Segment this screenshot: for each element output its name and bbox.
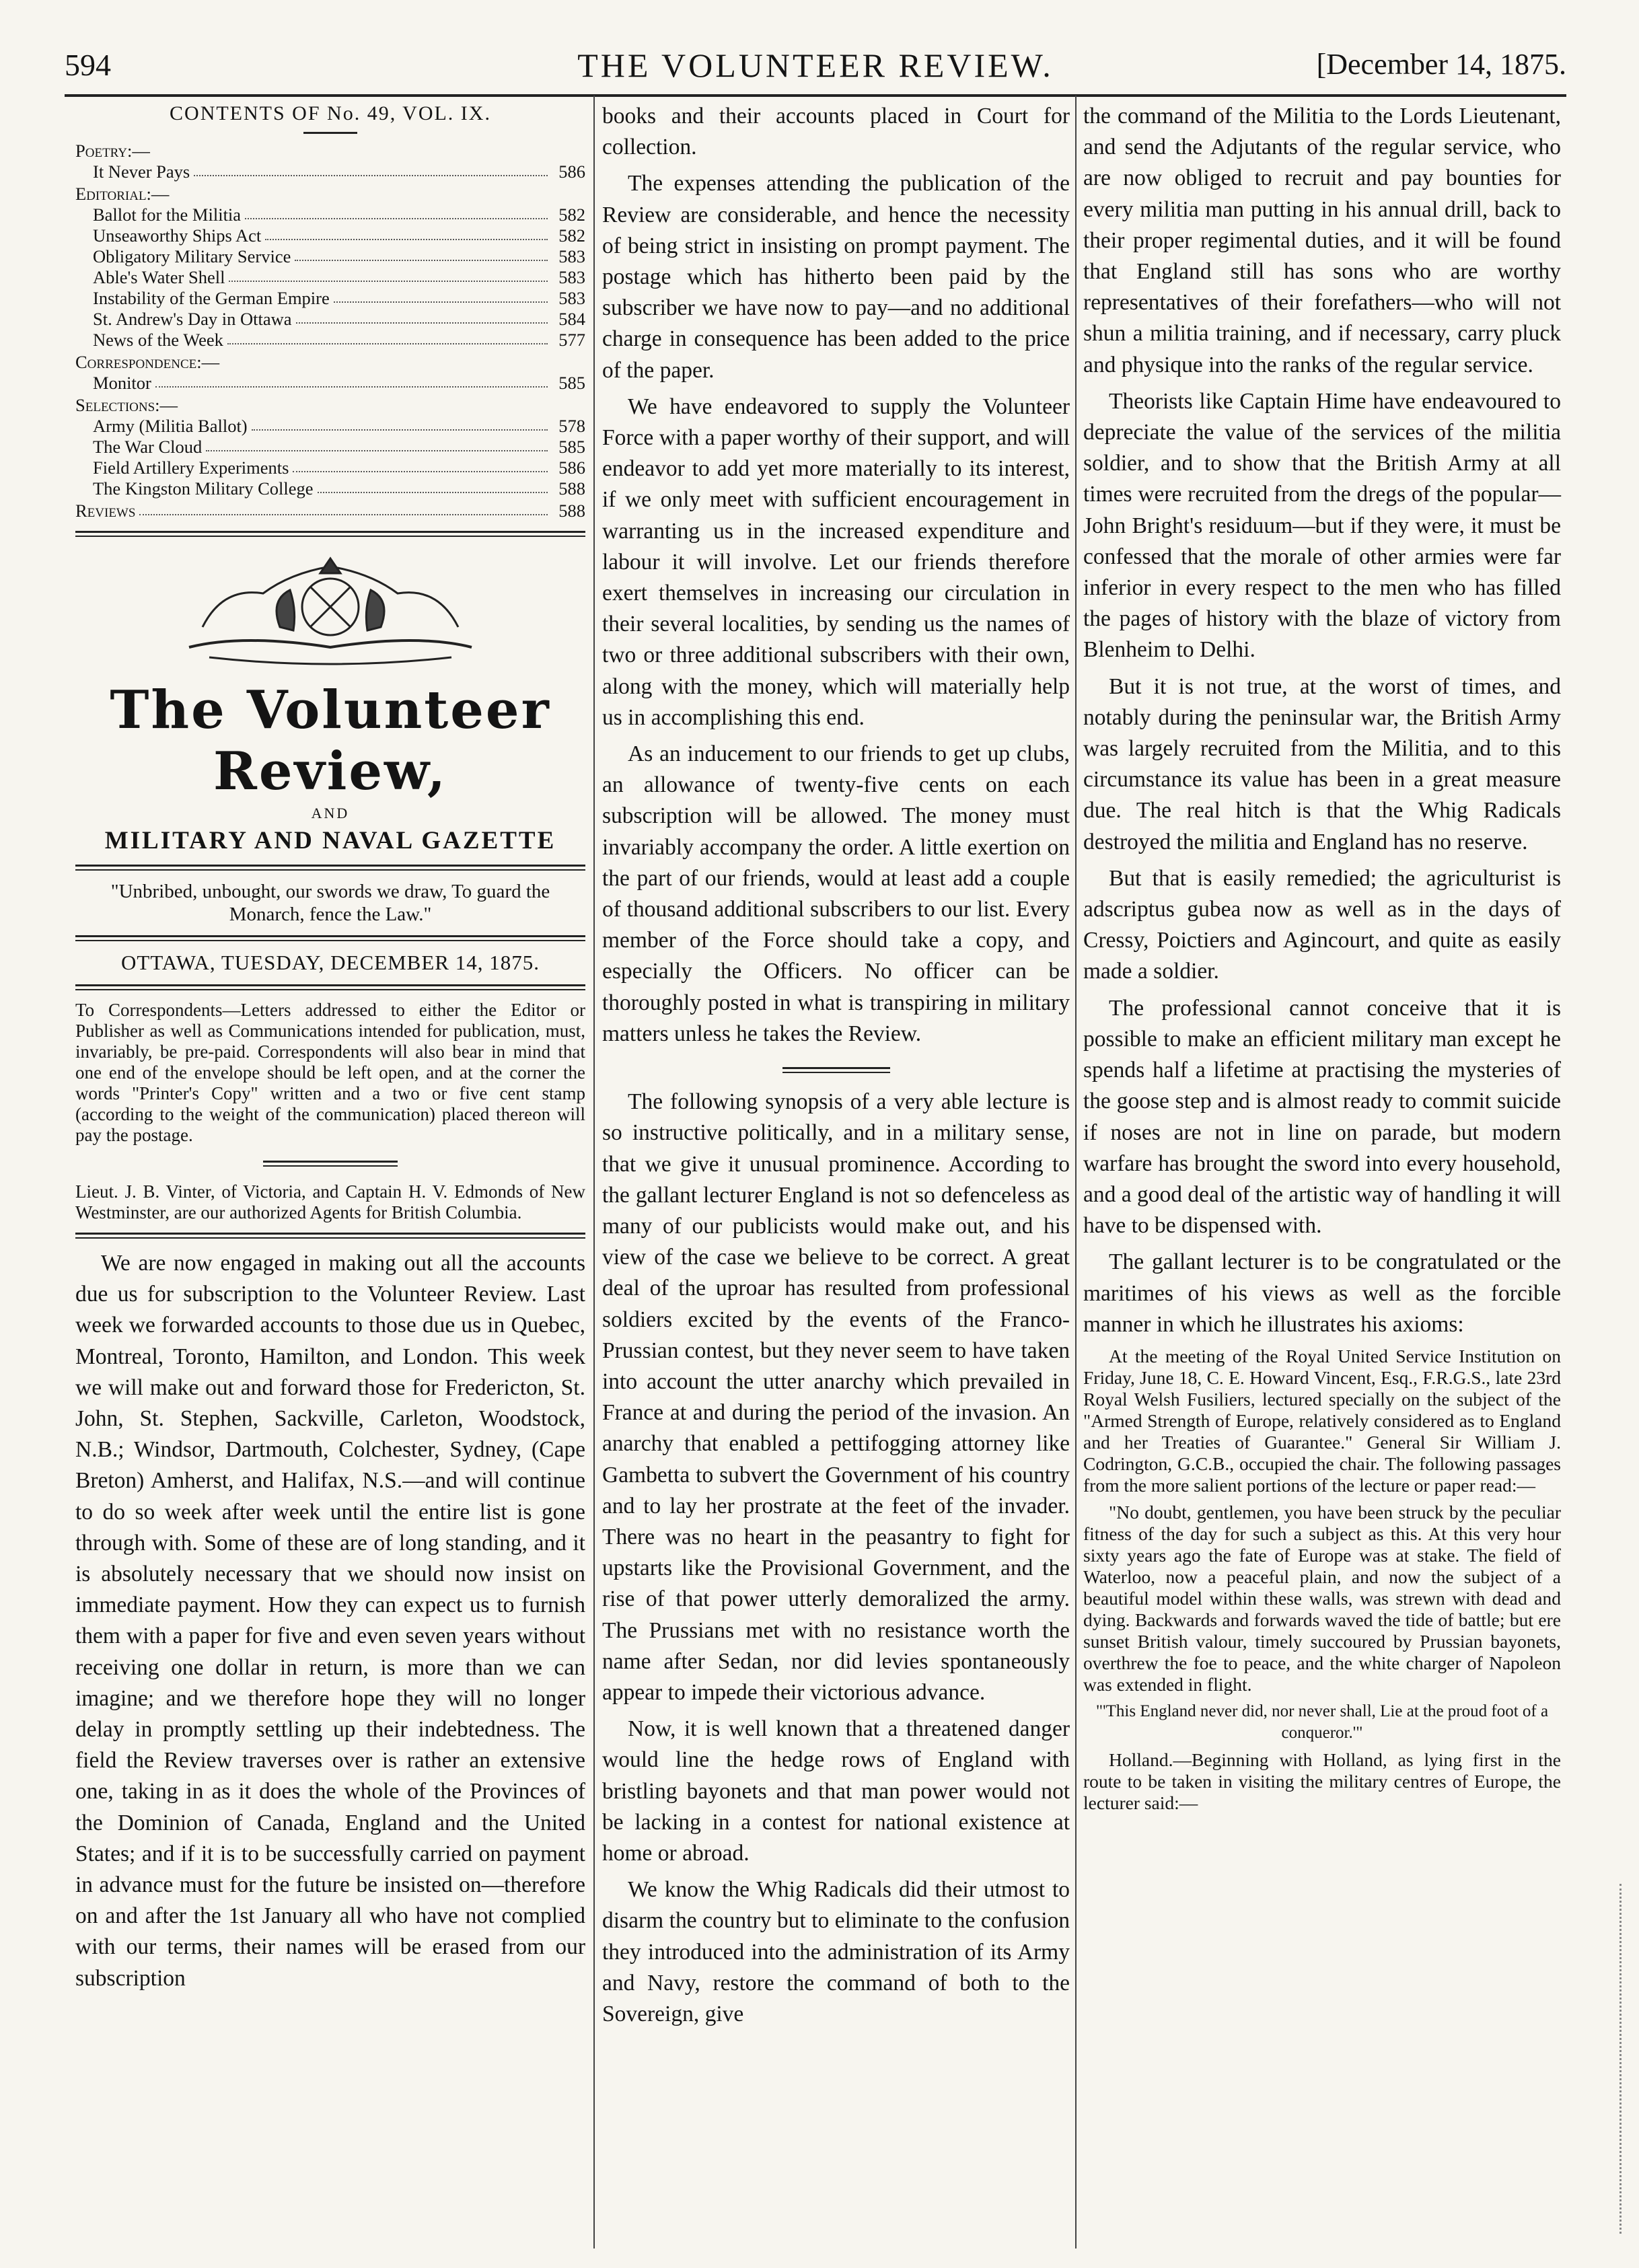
toc-title: Field Artillery Experiments <box>93 458 289 478</box>
article-paragraph: Theorists like Captain Hime have endeavoured to depreciate the value of the services of the militia soldier, and to show that the British Army at all times were recruited from the dregs of the popular—John Bright's residuum—but if they were, it must be confessed that the morale of other armies were far inferior in every respect to the men who has filled the pages of history with the blaze of victory from Blenheim to Delhi. <box>1083 388 1561 663</box>
toc-title: Ballot for the Militia <box>93 205 242 225</box>
article-paragraph: The professional cannot conceive that it is possible to make an efficient military man except he spends half a lifetime at practising the mysteries of the goose step and is almost ready to commit suicide if noses are not in line on parade, but modern warfare has brought the sword into every household, and a good deal of the artistic way of handling it will have to be dispensed with. <box>1083 995 1561 1239</box>
article-paragraph: The gallant lecturer is to be congratulated or the maritimes of his views as well as the forcible manner in which he illustrates his axioms: <box>1083 1249 1561 1337</box>
column-divider <box>593 96 595 2248</box>
page-number: 594 <box>65 48 111 82</box>
toc-heading: Selections:— <box>75 395 178 415</box>
running-title: THE VOLUNTEER REVIEW. <box>577 46 1054 84</box>
toc-page: 586 <box>558 161 585 182</box>
article-paragraph: The expenses attending the publication of the Review are considerable, and hence the necessity of being strict in insisting on prompt payment. The postage which has hitherto been paid by the subscriber we have now to pay—and no additional charge in consequence has been added to the price of the paper. <box>602 171 1070 383</box>
toc-heading: Correspondence:— <box>75 352 220 372</box>
toc-entry[interactable] <box>75 330 585 351</box>
toc-title: Monitor <box>93 373 151 393</box>
toc-title: St. Andrew's Day in Ottawa <box>93 309 292 329</box>
toc-title: Army (Militia Ballot) <box>93 416 248 436</box>
agents-notice: Lieut. J. B. Vinter, of Victoria, and Captain H. V. Edmonds of New Westminster, are our authorized Agents for British Columbia. <box>75 1181 585 1222</box>
article-paragraph: The following synopsis of a very able lecture is so instructive politically, and in a military sense, that we give it unusual prominence. According to the gallant lecturer England is not so defenceless as many of our publicists would make out, and his view of the case we believe to be correct. A great deal of the uproar has resulted from professional soldiers excited by the events of the Franco-Prussian contest, but they never seem to have taken into account the utter anarchy which prevailed in France at and during the period of the invasion. An anarchy that enabled a pettifogging attorney like Gambetta to subvert the Government of his country and to lay her prostrate at the feet of the invader. There was no heart in the peasantry to fight for upstarts like the Provisional Government, and the rise of that power utterly demoralized the army. The Prussians met with no resistance worth the name after Sedan, nor did levies spontaneously appear to impede their victorious advance. <box>602 1089 1070 1705</box>
toc-entry[interactable] <box>75 246 585 267</box>
toc-page: 582 <box>558 205 585 225</box>
article-paragraph: the command of the Militia to the Lords Lieutenant, and send the Adjutants of the regular service, who are now obliged to recruit and pay bounties for every militia man putting in his annual drill, back to their proper regimental duties, and it will be found that England still has sons who are worthy representatives of their forefathers—who will not shun a militia training, and if necessary, carry pluck and physique into the ranks of the regular service. <box>1083 104 1561 377</box>
masthead-and: AND <box>311 805 350 821</box>
toc-heading: Editorial:— <box>75 184 170 204</box>
toc-page: 588 <box>558 501 585 521</box>
header-rule <box>65 94 1566 97</box>
toc-page: 585 <box>558 373 585 393</box>
toc-entry[interactable] <box>75 458 585 478</box>
toc-title: The Kingston Military College <box>93 478 314 499</box>
article-paragraph: books and their accounts placed in Court for collection. <box>602 104 1070 160</box>
toc-title: Instability of the German Empire <box>93 288 330 308</box>
article-paragraph: We are now engaged in making out all the accounts due us for subscription to the Volunteer Review. Last week we forwarded accounts to those due us in Quebec, Montreal, Toronto, Hamilton, and London. This week we will make out and forward those for Fredericton, St. John, St. Stephen, Sackville, Carleton, Woodstock, N.B.; Windsor, Dartmouth, Colchester, Sydney, (Cape Breton) Amherst, and Halifax, N.S.—and will continue to do so week after week until the entire list is gone through with. Some of these are of long standing, and it is absolutely necessary that we should now insist on immediate payment. How they can expect us to furnish them with a paper for five and even seven years without receiving one dollar in return, is more than we can imagine; and we therefore hope they will no longer delay in promptly settling up their indebtedness. The field the Review traverses over is rather an extensive one, taking in as it does the whole of the Provinces of the Dominion of Canada, England and the United States; and if it is to be successfully carried on payment in advance must for the future be insisted on—therefore on and after the 1st January all who have not complied with our terms, their names will be erased from our subscription <box>75 1251 585 1991</box>
column-divider <box>1075 96 1077 2248</box>
toc-entry[interactable] <box>75 478 585 499</box>
toc-page: 583 <box>558 246 585 266</box>
lecture-quote: "'This England never did, nor never shall, Lie at the proud foot of a conqueror.'" <box>1095 1702 1549 1742</box>
page-header <box>65 42 1566 93</box>
issue-date: [December 14, 1875. <box>1316 48 1566 81</box>
toc-entry[interactable] <box>75 161 585 182</box>
column-3 <box>1083 101 1561 1819</box>
rule <box>75 865 585 871</box>
toc-page: 585 <box>558 437 585 457</box>
masthead-subtitle: MILITARY AND NAVAL GAZETTE <box>104 827 556 854</box>
page-edge-marks <box>1619 1884 1635 2234</box>
rule <box>782 1067 890 1073</box>
toc-title: The War Cloud <box>93 437 203 457</box>
toc-entry[interactable] <box>75 373 585 394</box>
toc-page: 588 <box>558 478 585 499</box>
toc-entry[interactable] <box>75 309 585 330</box>
toc-title: News of the Week <box>93 330 223 350</box>
dateline: OTTAWA, TUESDAY, DECEMBER 14, 1875. <box>121 951 540 974</box>
toc-page: 584 <box>558 309 585 329</box>
article-paragraph: As an inducement to our friends to get up clubs, an allowance of twenty-five cents on each subscription will be allowed. The money must invariably accompany the order. A little exertion on the part of our friends, would at least add a couple of thousand additional subscribers to our list. Every member of the Force should take a copy, and especially the Officers. No officer can be thoroughly posted in what is transpiring in military matters unless he takes the Review. <box>602 741 1070 1046</box>
lecture-paragraph: "No doubt, gentlemen, you have been struck by the peculiar fitness of the day for such a subject as this. At this very hour sixty years ago the fate of Europe was at stake. The field of Waterloo, now a peaceful plain, and now the subject of a beautiful model within these walls, was strewn with dead and dying. Backwards and forwards waved the tide of battle; but ere sunset British valour, timely succoured by Prussian bayonets, overthrew the foe to peace, and the white charger of Napoleon was extended in flight. <box>1083 1501 1561 1695</box>
toc-entry[interactable] <box>75 288 585 309</box>
toc-entry[interactable] <box>75 416 585 437</box>
toc-entry[interactable] <box>75 267 585 288</box>
toc-page: 586 <box>558 458 585 478</box>
toc-title: It Never Pays <box>93 161 190 182</box>
toc-page: 582 <box>558 225 585 246</box>
rule <box>75 984 585 990</box>
royal-crest-icon <box>162 546 499 674</box>
masthead-title: The Volunteer Review, <box>110 680 551 802</box>
toc-title: Reviews <box>75 501 136 521</box>
rule <box>75 935 585 941</box>
rule <box>75 1233 585 1239</box>
toc-entry[interactable] <box>75 501 585 521</box>
motto: "Unbribed, unbought, our swords we draw, To guard the Monarch, fence the Law." <box>110 881 550 925</box>
article-paragraph: We know the Whig Radicals did their utmost to disarm the country but to eliminate to the confusion they introduced into the administration of its Army and Navy, restore the command of both to the Sovereign, give <box>602 1877 1070 2026</box>
article-paragraph: But it is not true, at the worst of times, and notably during the peninsular war, the British Army was largely recruited from the Militia, and to this circumstance its value has been in a great measure due. The real hitch is that the Whig Radicals destroyed the militia and England has no reserve. <box>1083 673 1561 854</box>
lecture-paragraph: At the meeting of the Royal United Service Institution on Friday, June 18, C. E. Howard Vincent, Esq., F.R.G.S., late 23rd Royal Welsh Fusiliers, lectured specially on the subject of the "Armed Strength of Europe, relatively considered as to England and her Treaties of Guarantee." General Sir William J. Codrington, G.C.B., occupied the chair. The following passages from the more salient portions of the lecture or paper read:— <box>1083 1345 1561 1496</box>
column-2 <box>602 101 1070 2035</box>
rule <box>75 531 585 537</box>
toc-title: Unseaworthy Ships Act <box>93 225 262 246</box>
correspondents-notice: To Correspondents—Letters addressed to either the Editor or Publisher as well as Communications intended for publication, must, invariably, be pre-paid. Correspondents will also bear in mind that one end of the envelope should be left open, and at the corner the words "Printer's Copy" written and a two or five cent stamp (according to the weight of the communication) placed thereon will pay the postage. <box>75 1000 585 1145</box>
article-paragraph: We have endeavored to supply the Volunteer Force with a paper worthy of their support, and will endeavor to add yet more materially to its interest, if we only meet with sufficient encouragement in warranting us in the increased expenditure and labour it will involve. Let our friends therefore exert themselves in increasing our circulation in their several localities, by sending us the names of two or three additional subscribers with their own, along with the money, which will materially help us in accomplishing this end. <box>602 394 1070 730</box>
toc-page: 577 <box>558 330 585 350</box>
toc-heading: Poetry:— <box>75 141 150 161</box>
contents-title: CONTENTS OF No. 49, VOL. IX. <box>170 102 491 124</box>
toc-title: Able's Water Shell <box>93 267 225 287</box>
toc-entry[interactable] <box>75 437 585 458</box>
lecture-paragraph: Holland.—Beginning with Holland, as lying first in the route to be taken in visiting the military centres of Europe, the lecturer said:— <box>1083 1749 1561 1813</box>
toc-entry[interactable] <box>75 225 585 246</box>
article-paragraph: Now, it is well known that a threatened danger would line the hedge rows of England with bristling bayonets and that man power would not be lacking in a contest for national existence at home or abroad. <box>602 1716 1070 1866</box>
toc-page: 578 <box>558 416 585 436</box>
toc-entry[interactable] <box>75 205 585 225</box>
toc-page: 583 <box>558 267 585 287</box>
toc-title: Obligatory Military Service <box>93 246 291 266</box>
column-1 <box>75 101 585 2000</box>
toc-page: 583 <box>558 288 585 308</box>
article-paragraph: But that is easily remedied; the agriculturist is adscriptus gubea now as well as in the days of Cressy, Poictiers and Agincourt, and quite as easily made a soldier. <box>1083 865 1561 984</box>
rule <box>303 132 357 134</box>
rule <box>263 1161 398 1167</box>
table-of-contents <box>75 141 585 521</box>
